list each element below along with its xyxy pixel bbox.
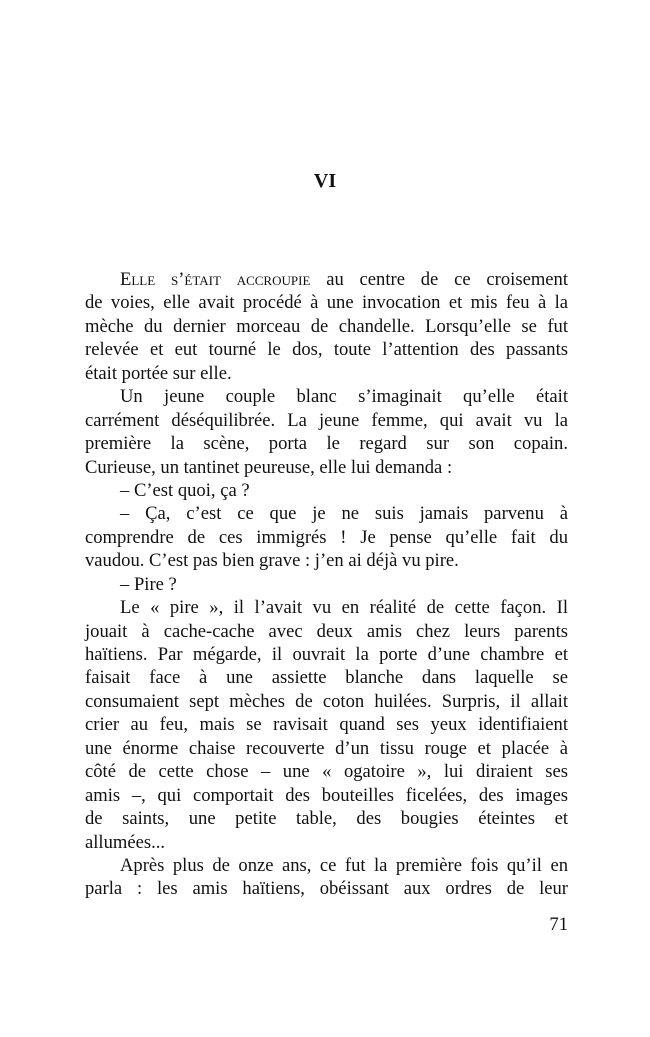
- text-line: amis –, qui comportait des bouteilles ficelées, des images: [85, 784, 568, 806]
- text-line: était portée sur elle.: [85, 362, 232, 384]
- text-line: consumaient sept mèches de coton huilées. Surpris, il allait: [85, 690, 568, 712]
- text-line: [85, 268, 568, 291]
- text-line: carrément déséquilibrée. La jeune femme, qui avait vu la: [85, 409, 568, 431]
- text-line: vaudou. C’est pas bien grave : j’en ai déjà vu pire.: [85, 550, 459, 572]
- text-line: crier au feu, mais se ravisait quand ses yeux identifiaient: [85, 714, 568, 736]
- text-line: – Ça, c’est ce que je ne suis jamais parvenu à: [120, 503, 568, 525]
- text-line: Le « pire », il l’avait vu en réalité de cette façon. Il: [120, 597, 568, 619]
- text-line: parla : les amis haïtiens, obéissant aux ordres de leur: [85, 878, 568, 900]
- text-line: de saints, une petite table, des bougies éteintes et: [85, 808, 568, 830]
- text-line: côté de cette chose – une « ogatoire », lui diraient ses: [85, 761, 568, 783]
- chapter-title: VI: [313, 170, 337, 192]
- text-line: première la scène, porta le regard sur son copain.: [85, 433, 568, 455]
- text-line-rest: au centre de ce croisement: [310, 269, 568, 290]
- text-line: – C’est quoi, ça ?: [120, 479, 250, 501]
- text-line: Un jeune couple blanc s’imaginait qu’elle était: [120, 386, 568, 408]
- text-line: faisait face à une assiette blanche dans laquelle se: [85, 667, 568, 689]
- text-line: mèche du dernier morceau de chandelle. Lorsqu’elle se fut: [85, 315, 568, 337]
- text-line: allumées...: [85, 831, 166, 853]
- page-number: 71: [549, 914, 568, 935]
- text-line: haïtiens. Par mégarde, il ouvrait la porte d’une chambre et: [85, 644, 568, 665]
- text-line: relevée et eut tourné le dos, toute l’attention des passants: [85, 339, 568, 361]
- text-line: une énorme chaise recouverte d’un tissu rouge et placée à: [85, 737, 568, 759]
- body-text: [85, 268, 568, 901]
- text-line: de voies, elle avait procédé à une invocation et mis feu à la: [85, 292, 568, 314]
- text-line: – Pire ?: [120, 573, 177, 595]
- text-line: comprendre de ces immigrés ! Je pense qu’elle fait du: [85, 526, 568, 548]
- text-line: Après plus de onze ans, ce fut la première fois qu’il en: [120, 854, 568, 876]
- text-line: Curieuse, un tantinet peureuse, elle lui demanda :: [85, 456, 453, 478]
- text-line: jouait à cache-cache avec deux amis chez leurs parents: [85, 620, 568, 642]
- opening-smallcaps: Elle s’était accroupie: [120, 269, 311, 290]
